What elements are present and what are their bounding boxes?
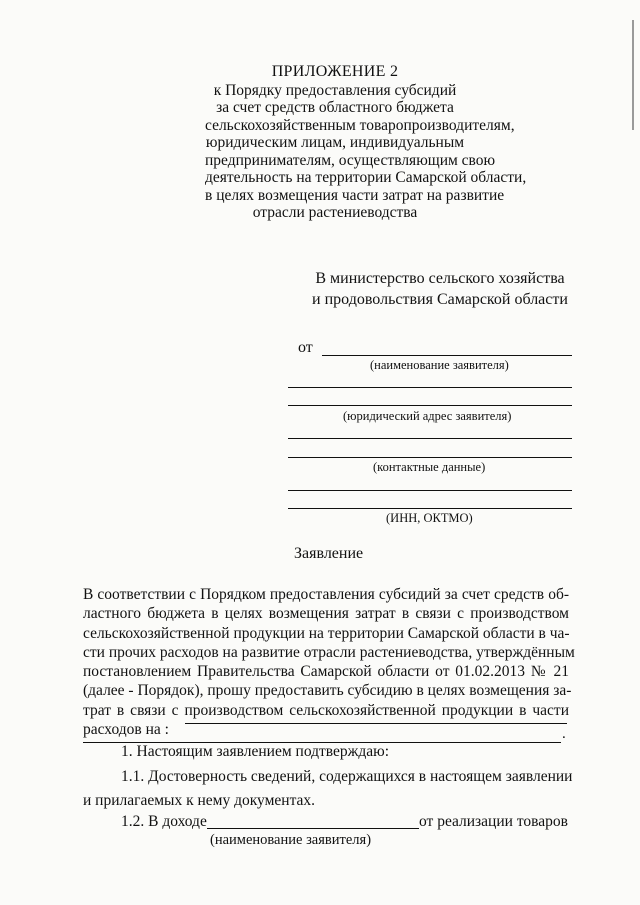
appendix-line: к Порядку предоставления субсидий: [213, 81, 457, 99]
inn-oktmo-field[interactable]: [288, 508, 572, 509]
statement-title: Заявление: [294, 545, 364, 562]
body-line: постановлением Правительства Самарской области от 01.02.2013 № 21: [83, 663, 569, 681]
expenses-end-mark: .: [562, 726, 566, 742]
addressee-line: и продовольствия Самарской области: [312, 291, 568, 308]
from-label: от: [298, 339, 313, 356]
income-applicant-field[interactable]: [207, 828, 419, 829]
appendix-line: в целях возмещения части затрат на развитие: [205, 186, 505, 204]
body-line: трат в связи с производством сельскохозяйственной продукции в части: [83, 701, 569, 719]
body-line: (далее - Порядок), прошу предоставить субсидию в целях возмещения за-: [83, 682, 572, 700]
address-field[interactable]: [288, 405, 572, 406]
addressee-block: [300, 268, 580, 310]
applicant-name-field[interactable]: [322, 355, 572, 356]
contacts-field[interactable]: [288, 457, 572, 458]
item-1: 1. Настоящим заявлением подтверждаю:: [121, 743, 390, 760]
statement-body: [83, 585, 575, 739]
item-1-2-suffix: от реализации товаров: [419, 813, 568, 830]
address-caption: (юридический адрес заявителя): [343, 409, 512, 423]
body-line: сельскохозяйственной продукции на территории Самарской области в ча-: [83, 624, 570, 642]
item-1-2-prefix: 1.2. В доходе: [121, 813, 207, 830]
body-line: ластного бюджета в целях возмещения затрат в связи с производством: [83, 605, 569, 623]
appendix-line: отрасли растениеводства: [252, 204, 418, 221]
body-line: В соответствии с Порядком предоставления субсидий за счет средств об-: [83, 586, 569, 603]
blank-line-field[interactable]: [288, 387, 572, 388]
body-line: сти прочих расходов на развитие отрасли растениеводства, утверждённым: [83, 643, 575, 661]
appendix-header: [205, 63, 527, 222]
blank-line-field[interactable]: [288, 438, 572, 439]
contacts-caption: (контактные данные): [373, 460, 486, 474]
appendix-line: за счет средств областного бюджета: [216, 99, 454, 116]
addressee-line: В министерство сельского хозяйства: [315, 270, 565, 287]
inn-oktmo-caption: (ИНН, ОКТМО): [386, 511, 473, 525]
appendix-title: ПРИЛОЖЕНИЕ 2: [271, 63, 399, 80]
body-line: расходов на :: [83, 721, 169, 739]
item-1-1-line1: 1.1. Достоверность сведений, содержащихся в настоящем заявлении: [121, 768, 573, 785]
appendix-line: деятельность на территории Самарской области,: [205, 169, 527, 186]
appendix-line: юридическим лицам, индивидуальным: [205, 134, 465, 151]
appendix-line: сельскохозяйственным товаропроизводителям,: [205, 116, 515, 134]
appendix-line: предпринимателям, осуществляющим свою: [205, 151, 496, 169]
scan-edge-mark: [632, 20, 634, 130]
income-applicant-caption: (наименование заявителя): [210, 832, 372, 848]
item-1-1-line2: и прилагаемых к нему документах.: [83, 792, 316, 809]
blank-line-field[interactable]: [288, 490, 572, 491]
expenses-field[interactable]: [185, 723, 567, 724]
applicant-name-caption: (наименование заявителя): [370, 358, 509, 372]
